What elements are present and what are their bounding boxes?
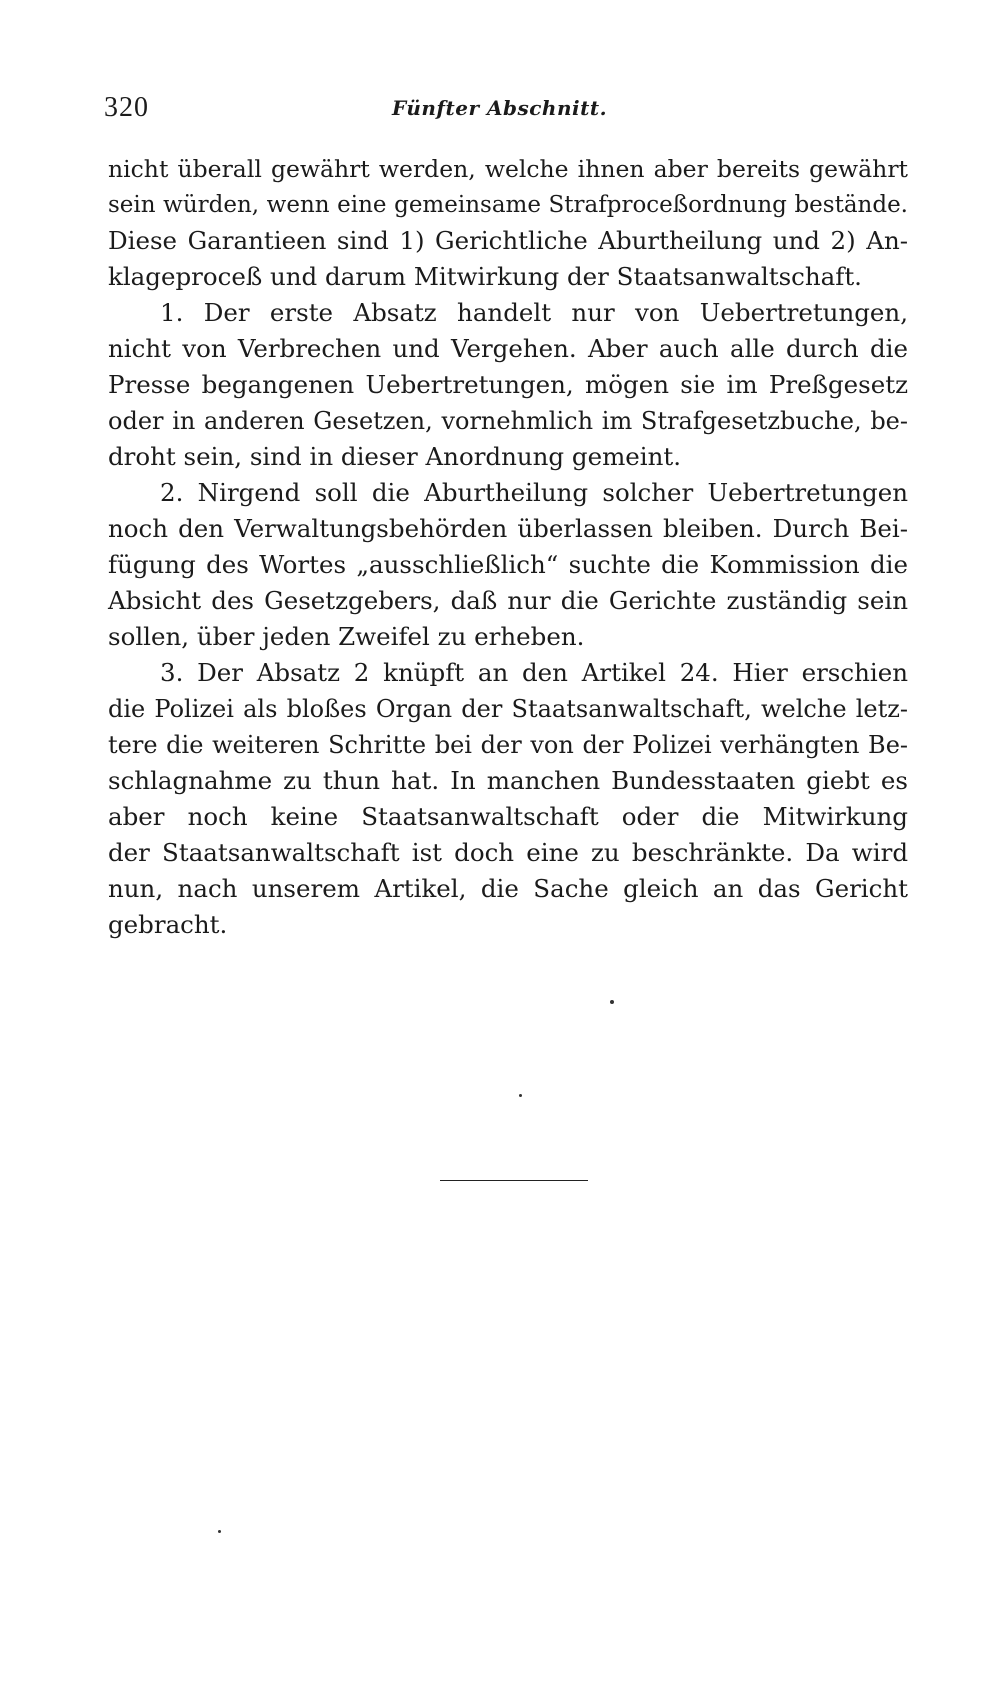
text-line: der Staatsanwaltschaft ist doch eine zu beschränkte. Da wird [108,838,908,867]
print-speck [519,1094,522,1097]
text-line: 3. Der Absatz 2 knüpft an den Artikel 24. Hier erschien [160,658,908,687]
print-speck [610,1000,614,1004]
text-line: 2. Nirgend soll die Aburtheilung solcher Uebertretungen [160,478,908,507]
text-line: Presse begangenen Uebertretungen, mögen sie im Preßgesetz [108,370,908,399]
text-line: 1. Der erste Absatz handelt nur von Uebertretungen, [160,298,908,327]
text-line: die Polizei als bloßes Organ der Staatsanwaltschaft, welche letz- [108,695,908,723]
closing-rule [440,1180,588,1181]
text-line: gebracht. [108,910,228,939]
page-number: 320 [104,92,149,123]
text-line: sollen, über jeden Zweifel zu erheben. [108,622,585,651]
text-line: aber noch keine Staatsanwaltschaft oder die Mitwirkung [108,802,908,831]
page-header [104,92,904,132]
text-line: Absicht des Gesetzgebers, daß nur die Gerichte zuständig sein [108,586,908,615]
text-line: tere die weiteren Schritte bei der von der Polizei verhängten Be- [108,731,908,759]
text-line: Diese Garantieen sind 1) Gerichtliche Aburtheilung und 2) An- [108,226,908,255]
text-line: nicht von Verbrechen und Vergehen. Aber auch alle durch die [108,334,908,363]
running-head: Fünfter Abschnitt. [392,96,608,120]
text-line: klageproceß und darum Mitwirkung der Staatsanwaltschaft. [108,262,862,291]
text-line: droht sein, sind in dieser Anordnung gemeint. [108,442,682,471]
text-line: nicht überall gewährt werden, welche ihnen aber bereits gewährt [108,155,908,183]
text-line: nun, nach unserem Artikel, die Sache gleich an das Gericht [108,874,908,903]
text-line: schlagnahme zu thun hat. In manchen Bundesstaaten giebt es [108,766,908,795]
print-speck [218,1530,221,1533]
text-line: noch den Verwaltungsbehörden überlassen bleiben. Durch Bei- [108,514,908,543]
text-line: sein würden, wenn eine gemeinsame Strafproceßordnung bestände. [108,192,908,218]
text-line: fügung des Wortes „ausschließlich“ suchte die Kommission die [108,550,908,579]
text-line: oder in anderen Gesetzen, vornehmlich im Strafgesetzbuche, be- [108,407,908,435]
